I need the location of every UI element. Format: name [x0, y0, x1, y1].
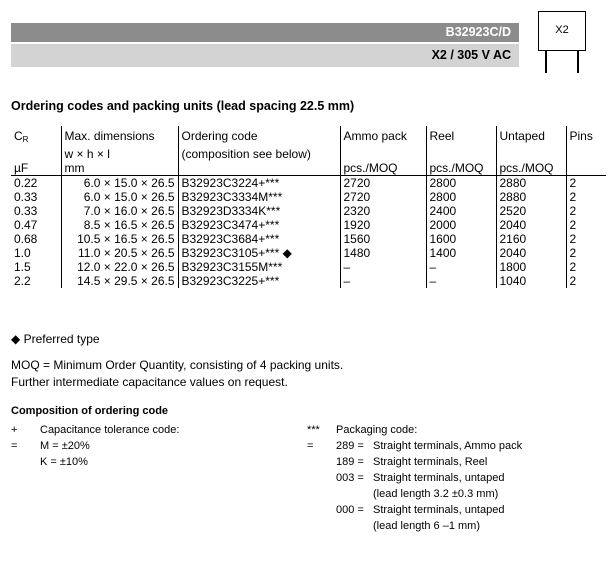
- cell-ammo: 1480: [340, 246, 426, 260]
- packaging-symbol: *** =: [307, 424, 320, 452]
- cell-dimensions: 10.5 × 16.5 × 26.5: [61, 232, 178, 246]
- cell-dimensions: 14.5 × 29.5 × 26.5: [61, 274, 178, 288]
- cell-cr: 0.68: [14, 232, 38, 246]
- cell-pins: 2: [566, 204, 606, 218]
- cell-reel: –: [426, 274, 496, 288]
- capacitor-lead-left: [545, 51, 547, 73]
- cell-dimensions: 12.0 × 22.0 × 26.5: [61, 260, 178, 274]
- rating-bar: [11, 44, 519, 67]
- cell-dimensions: 6.0 × 15.0 × 26.5: [61, 176, 178, 191]
- cell-ordering-code: B32923C3474+***: [178, 218, 340, 232]
- cell-ordering-code: B32923C3684+***: [178, 232, 340, 246]
- unit-untaped: pcs./MOQ: [496, 161, 566, 176]
- packaging-label: Packaging code:: [336, 424, 418, 436]
- cell-untaped: 2160: [496, 232, 566, 246]
- cell-ammo: 2720: [340, 190, 426, 204]
- unit-dimensions: mm: [61, 161, 178, 176]
- cell-cr: 2.2: [14, 274, 31, 288]
- cell-dimensions: 7.0 × 16.0 × 26.5: [61, 204, 178, 218]
- cell-reel: 2800: [426, 190, 496, 204]
- cell-pins: 2: [566, 260, 606, 274]
- header-pins: Pins: [566, 126, 606, 147]
- cell-untaped: 1800: [496, 260, 566, 274]
- header-untaped: Untaped: [496, 126, 566, 147]
- cell-untaped: 2040: [496, 246, 566, 260]
- moq-line-2: Further intermediate capacitance values on request.: [11, 375, 288, 389]
- moq-note: [11, 357, 343, 391]
- cell-reel: 2400: [426, 204, 496, 218]
- table-row: [11, 218, 606, 232]
- cell-reel: 2800: [426, 176, 496, 191]
- cell-reel: 2000: [426, 218, 496, 232]
- cell-ammo: 2320: [340, 204, 426, 218]
- cell-ammo: –: [340, 260, 426, 274]
- cell-untaped: 2520: [496, 204, 566, 218]
- cell-cr: 0.47: [14, 218, 38, 232]
- table-row: [11, 190, 606, 204]
- cell-untaped: 2880: [496, 176, 566, 191]
- cell-ammo: 1560: [340, 232, 426, 246]
- table-row: [11, 204, 606, 218]
- capacitor-body: [538, 11, 586, 51]
- cell-pins: 2: [566, 274, 606, 288]
- ordering-codes-table: [11, 126, 606, 288]
- rating-label: X2 / 305 V AC: [431, 48, 511, 62]
- cell-ordering-code: B32923C3105+*** ◆: [178, 246, 340, 260]
- section-title: Ordering codes and packing units (lead spacing 22.5 mm): [11, 99, 355, 113]
- cell-dimensions: 11.0 × 20.5 × 26.5: [61, 246, 178, 260]
- moq-line-1: MOQ = Minimum Order Quantity, consisting of 4 packing units.: [11, 358, 344, 372]
- table-row: [11, 274, 606, 288]
- tolerance-m: M = ±20%: [40, 440, 90, 452]
- cell-cr: 0.33: [14, 190, 38, 204]
- cell-dimensions: 8.5 × 16.5 × 26.5: [61, 218, 178, 232]
- header-cr: $C_R$: [14, 129, 29, 144]
- preferred-type-note: ◆ Preferred type: [11, 332, 100, 346]
- capacitor-lead-right: [577, 51, 579, 73]
- unit-ammo: pcs./MOQ: [340, 161, 426, 176]
- table-row: [11, 232, 606, 246]
- cell-ammo: –: [340, 274, 426, 288]
- cell-dimensions: 6.0 × 15.0 × 26.5: [61, 190, 178, 204]
- cell-ordering-code: B32923C3225+***: [178, 274, 340, 288]
- part-number: B32923C/D: [445, 25, 511, 39]
- cell-ammo: 2720: [340, 176, 426, 191]
- unit-pins: [566, 161, 606, 176]
- header-ordering-code-sub: (composition see below): [178, 147, 340, 161]
- cell-reel: 1600: [426, 232, 496, 246]
- x2-capacitor-icon: [538, 11, 586, 73]
- cell-pins: 2: [566, 218, 606, 232]
- table-header-row-2: [11, 147, 606, 161]
- header-dimensions-sub: w × h × l: [61, 147, 178, 161]
- unit-reel: pcs./MOQ: [426, 161, 496, 176]
- header-ordering-code: Ordering code: [178, 126, 340, 147]
- cell-ammo: 1920: [340, 218, 426, 232]
- unit-cr: µF: [11, 161, 61, 176]
- cell-cr: 1.0: [14, 246, 31, 260]
- cell-pins: 2: [566, 176, 606, 191]
- tolerance-symbol: + =: [11, 424, 18, 452]
- cell-cr: 0.33: [14, 204, 38, 218]
- cell-untaped: 2040: [496, 218, 566, 232]
- cell-ordering-code: B32923C3224+***: [178, 176, 340, 191]
- table-row: [11, 260, 606, 274]
- header-ammo-pack: Ammo pack: [340, 126, 426, 147]
- header-reel: Reel: [426, 126, 496, 147]
- cell-untaped: 1040: [496, 274, 566, 288]
- capacitor-icon-label: X2: [555, 24, 569, 36]
- table-row: [11, 246, 606, 260]
- cell-cr: 0.22: [14, 176, 38, 190]
- cell-pins: 2: [566, 232, 606, 246]
- table-header-row-1: [11, 126, 606, 147]
- tolerance-label: Capacitance tolerance code:: [40, 424, 180, 436]
- cell-reel: 1400: [426, 246, 496, 260]
- cell-ordering-code: B32923C3155M***: [178, 260, 340, 274]
- unit-ordering: [178, 161, 340, 176]
- tolerance-k: K = ±10%: [40, 456, 88, 468]
- table-units-row: [11, 161, 606, 176]
- part-number-bar: [11, 23, 519, 42]
- cell-pins: 2: [566, 190, 606, 204]
- header-dimensions: Max. dimensions: [61, 126, 178, 147]
- cell-untaped: 2880: [496, 190, 566, 204]
- cell-ordering-code: B32923C3334M***: [178, 190, 340, 204]
- cell-reel: –: [426, 260, 496, 274]
- cell-ordering-code: B32923D3334K***: [178, 204, 340, 218]
- cell-pins: 2: [566, 246, 606, 260]
- table-row: [11, 176, 606, 191]
- cell-cr: 1.5: [14, 260, 31, 274]
- composition-title: Composition of ordering code: [11, 405, 169, 417]
